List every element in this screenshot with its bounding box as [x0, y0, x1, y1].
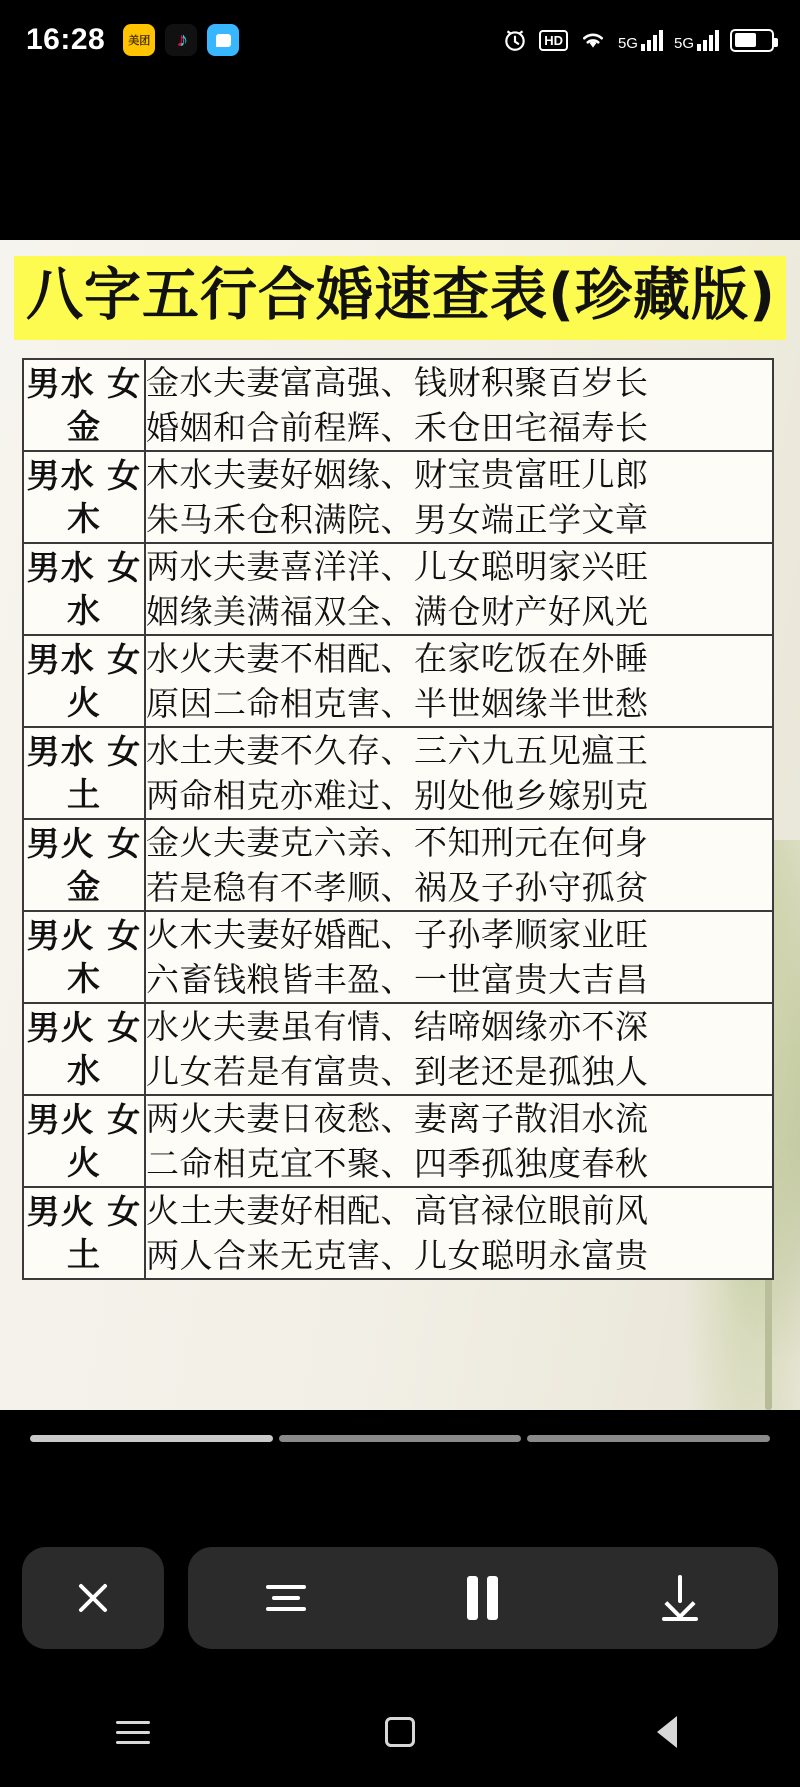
android-nav-bar [0, 1677, 800, 1787]
desc-line-2: 婚姻和合前程辉、禾仓田宅福寿长 [146, 408, 649, 447]
download-button[interactable] [635, 1563, 725, 1633]
pair-male: 男水 [26, 364, 95, 403]
desc-line-1: 水火夫妻虽有情、结啼姻缘亦不深 [146, 1007, 649, 1046]
desc-line-2: 原因二命相克害、半世姻缘半世愁 [146, 684, 649, 723]
row-pair-label [23, 451, 145, 543]
page-title: 八字五行合婚速查表(珍藏版) [26, 262, 777, 328]
desc-line-2: 六畜钱粮皆丰盈、一世富贵大吉昌 [146, 960, 649, 999]
page-progress-indicator[interactable] [30, 1435, 770, 1443]
pair-male: 男水 [26, 640, 95, 679]
row-description [145, 451, 773, 543]
desc-line-2: 儿女若是有富贵、到老还是孤独人 [146, 1052, 649, 1091]
viewer-action-group [188, 1547, 778, 1649]
pair-male: 男水 [26, 548, 95, 587]
desc-line-1: 两火夫妻日夜愁、妻离子散泪水流 [146, 1099, 649, 1138]
table-row [23, 635, 773, 727]
desc-line-2: 两人合来无克害、儿女聪明永富贵 [146, 1236, 649, 1275]
pair-female: 女水 [67, 1008, 142, 1090]
row-pair-label [23, 1003, 145, 1095]
row-description [145, 359, 773, 451]
pair-male: 男火 [26, 824, 95, 863]
desc-line-1: 两水夫妻喜洋洋、儿女聪明家兴旺 [146, 547, 649, 586]
back-button[interactable] [607, 1702, 727, 1762]
row-description [145, 635, 773, 727]
row-description [145, 1003, 773, 1095]
hd-voice-icon: HD [539, 30, 568, 51]
viewer-control-bar [0, 1543, 800, 1653]
close-icon [74, 1579, 112, 1617]
desc-line-1: 金水夫妻富高强、钱财积聚百岁长 [146, 363, 649, 402]
table-row [23, 451, 773, 543]
meituan-icon: 美团 [123, 24, 155, 56]
signal-bars-1 [641, 29, 663, 51]
row-pair-label [23, 911, 145, 1003]
table-row [23, 727, 773, 819]
desc-line-1: 火土夫妻好相配、高官禄位眼前风 [146, 1191, 649, 1230]
download-icon [660, 1575, 700, 1621]
network-type-label-1: 5G [617, 35, 638, 52]
row-pair-label [23, 635, 145, 727]
pair-female: 女金 [67, 364, 142, 446]
pair-female: 女火 [67, 640, 142, 722]
pair-male: 男火 [26, 1100, 95, 1139]
home-button[interactable] [340, 1702, 460, 1762]
sim2-signal [674, 29, 719, 51]
table-row [23, 1187, 773, 1279]
progress-segment [279, 1435, 522, 1442]
desc-line-1: 金火夫妻克六亲、不知刑元在何身 [146, 823, 649, 862]
desc-line-2: 姻缘美满福双全、满仓财产好风光 [146, 592, 649, 631]
desc-line-1: 水火夫妻不相配、在家吃饭在外睡 [146, 639, 649, 678]
image-viewer-content[interactable] [0, 240, 800, 1410]
pair-male: 男火 [26, 916, 95, 955]
pause-button[interactable] [438, 1563, 528, 1633]
row-pair-label [23, 359, 145, 451]
desc-line-2: 两命相克亦难过、别处他乡嫁别克 [146, 776, 649, 815]
desc-line-1: 木水夫妻好姻缘、财宝贵富旺儿郎 [146, 455, 649, 494]
pair-female: 女木 [67, 916, 142, 998]
pair-male: 男火 [26, 1008, 95, 1047]
row-pair-label [23, 819, 145, 911]
row-pair-label [23, 1095, 145, 1187]
desc-line-2: 朱马禾仓积满院、男女端正学文章 [146, 500, 649, 539]
table-row [23, 543, 773, 635]
status-system-icons [502, 27, 774, 53]
desc-line-1: 火木夫妻好婚配、子孙孝顺家业旺 [146, 915, 649, 954]
document-title-block [14, 248, 786, 340]
row-pair-label [23, 1187, 145, 1279]
list-menu-icon [266, 1585, 306, 1611]
row-description [145, 727, 773, 819]
pair-female: 女火 [67, 1100, 142, 1182]
status-time: 16:28 [26, 23, 106, 56]
pair-female: 女土 [67, 732, 142, 814]
row-description [145, 1187, 773, 1279]
recent-apps-icon [116, 1721, 150, 1744]
pair-female: 女金 [67, 824, 142, 906]
sim1-signal [618, 29, 663, 51]
battery-icon [730, 29, 774, 52]
desc-line-2: 若是稳有不孝顺、祸及子孙守孤贫 [146, 868, 649, 907]
progress-segment [30, 1435, 273, 1442]
signal-bars-2 [697, 29, 719, 51]
pause-icon [467, 1576, 498, 1620]
desc-line-1: 水土夫妻不久存、三六九五见瘟王 [146, 731, 649, 770]
row-description [145, 1095, 773, 1187]
table-row [23, 819, 773, 911]
menu-button[interactable] [241, 1563, 331, 1633]
compatibility-table [22, 358, 774, 1280]
table-body [23, 359, 773, 1279]
telegram-icon [207, 24, 239, 56]
pair-female: 女水 [67, 548, 142, 630]
table-row [23, 1095, 773, 1187]
document-sheet [0, 240, 800, 1410]
row-pair-label [23, 727, 145, 819]
pair-male: 男水 [26, 456, 95, 495]
pair-female: 女木 [67, 456, 142, 538]
row-pair-label [23, 543, 145, 635]
recent-apps-button[interactable] [73, 1702, 193, 1762]
status-notification-icons [123, 24, 239, 56]
pair-male: 男火 [26, 1192, 95, 1231]
alarm-clock-icon [502, 27, 528, 53]
pair-male: 男水 [26, 732, 95, 771]
row-description [145, 543, 773, 635]
table-row [23, 359, 773, 451]
wifi-icon [579, 29, 607, 51]
tiktok-icon [165, 24, 197, 56]
progress-segment [527, 1435, 770, 1442]
status-bar [0, 0, 800, 80]
home-icon [385, 1717, 415, 1747]
close-button[interactable] [22, 1547, 164, 1649]
network-type-label-2: 5G [673, 35, 694, 52]
pair-female: 女土 [67, 1192, 142, 1274]
row-description [145, 911, 773, 1003]
back-icon [657, 1716, 677, 1748]
table-row [23, 911, 773, 1003]
table-row [23, 1003, 773, 1095]
row-description [145, 819, 773, 911]
desc-line-2: 二命相克宜不聚、四季孤独度春秋 [146, 1144, 649, 1183]
